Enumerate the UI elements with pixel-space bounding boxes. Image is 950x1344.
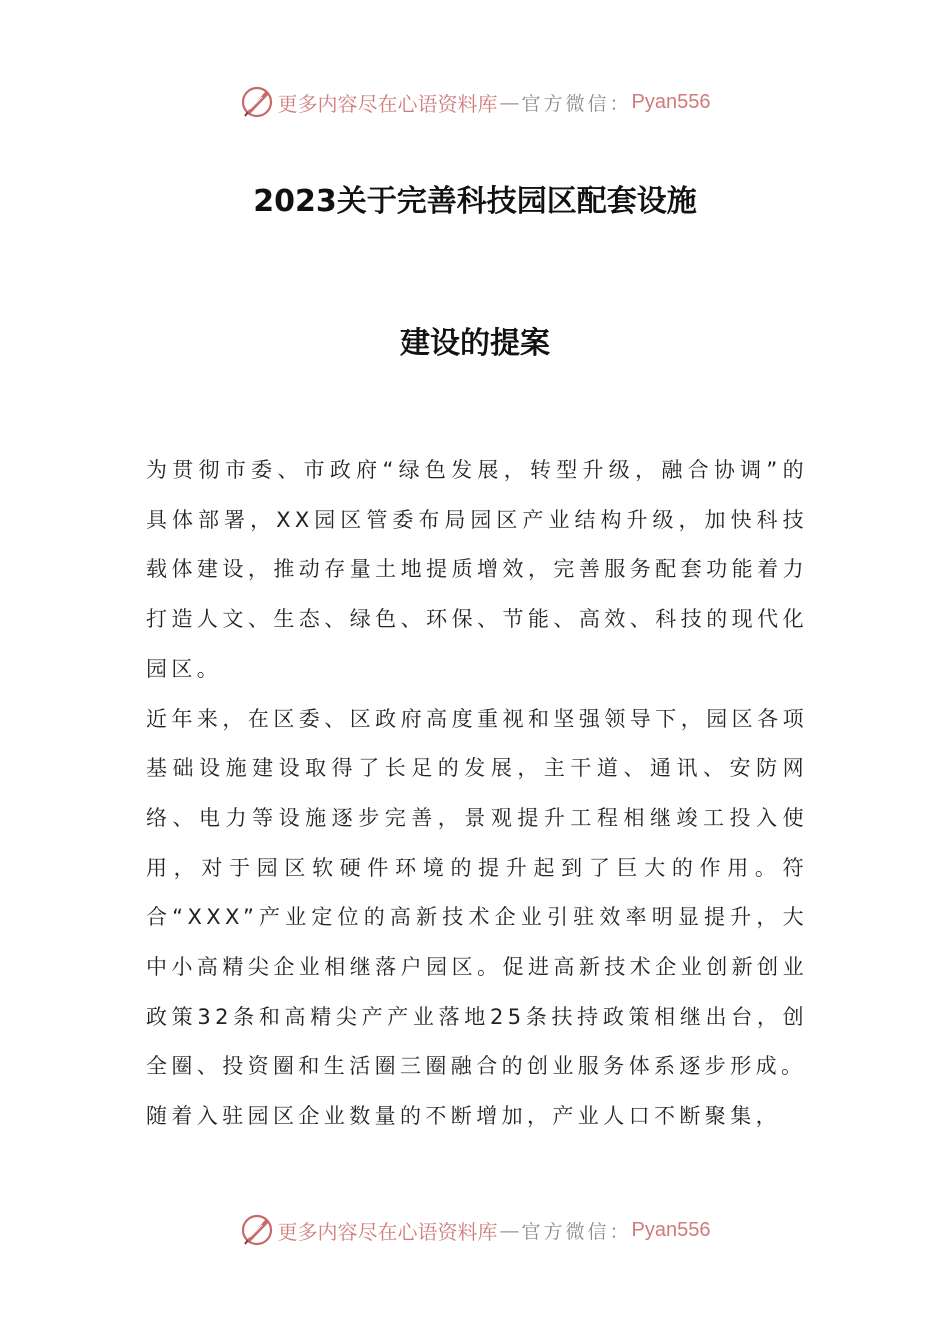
- paragraph-2: 近年来，在区委、区政府高度重视和坚强领导下，园区各项基础设施建设取得了长足的发展，主干道、通讯、安防网络、电力等设施逐步完善，景观提升工程相继竣工投入使用，对于园区软硬件环境的提升起到了巨大的作用。符合“XXX”产业定位的高新技术企业引驻效率明显提升，大中小高精尖企业相继落户园区。促进高新技术企业创新创业政策32条和高精尖产产业落地25条扶持政策相继出台，创全圈、投资圈和生活圈三圈融合的创业服务体系逐步形成。: [146, 706, 808, 1079]
- footer-banner-wechat-id: Pyan556: [631, 1218, 711, 1241]
- document-title-line-2: 建设的提案: [400, 326, 550, 361]
- banner-dash: —: [499, 90, 520, 114]
- header-banner: [0, 82, 950, 122]
- banner-wechat-label: 官方微信：: [521, 92, 632, 115]
- quill-logo-icon: [240, 85, 274, 119]
- footer-banner-wechat-label: 官方微信：: [521, 1220, 632, 1243]
- banner-content-footer: [240, 1213, 711, 1247]
- document-body: [146, 446, 808, 1142]
- banner-main-text: 更多内容尽在心语资料库: [277, 91, 498, 116]
- footer-banner-main-text: 更多内容尽在心语资料库: [277, 1219, 498, 1244]
- footer-banner: [0, 1210, 950, 1250]
- footer-banner-dash: —: [499, 1218, 520, 1242]
- paragraph-1: 为贯彻市委、市政府“绿色发展，转型升级，融合协调”的具体部署，XX园区管委布局园区产业结构升级，加快科技载体建设，推动存量土地提质增效，完善服务配套功能着力打造人文、生态、绿色、环保、节能、高效、科技的现代化园区。: [146, 458, 808, 681]
- paragraph-3: 随着入驻园区企业数量的不断增加，产业人口不断聚集，: [146, 1104, 781, 1129]
- banner-content: [240, 85, 711, 119]
- quill-logo-icon: [240, 1213, 274, 1247]
- document-title-line-1: 2023关于完善科技园区配套设施: [253, 184, 697, 219]
- banner-wechat-id: Pyan556: [631, 90, 711, 113]
